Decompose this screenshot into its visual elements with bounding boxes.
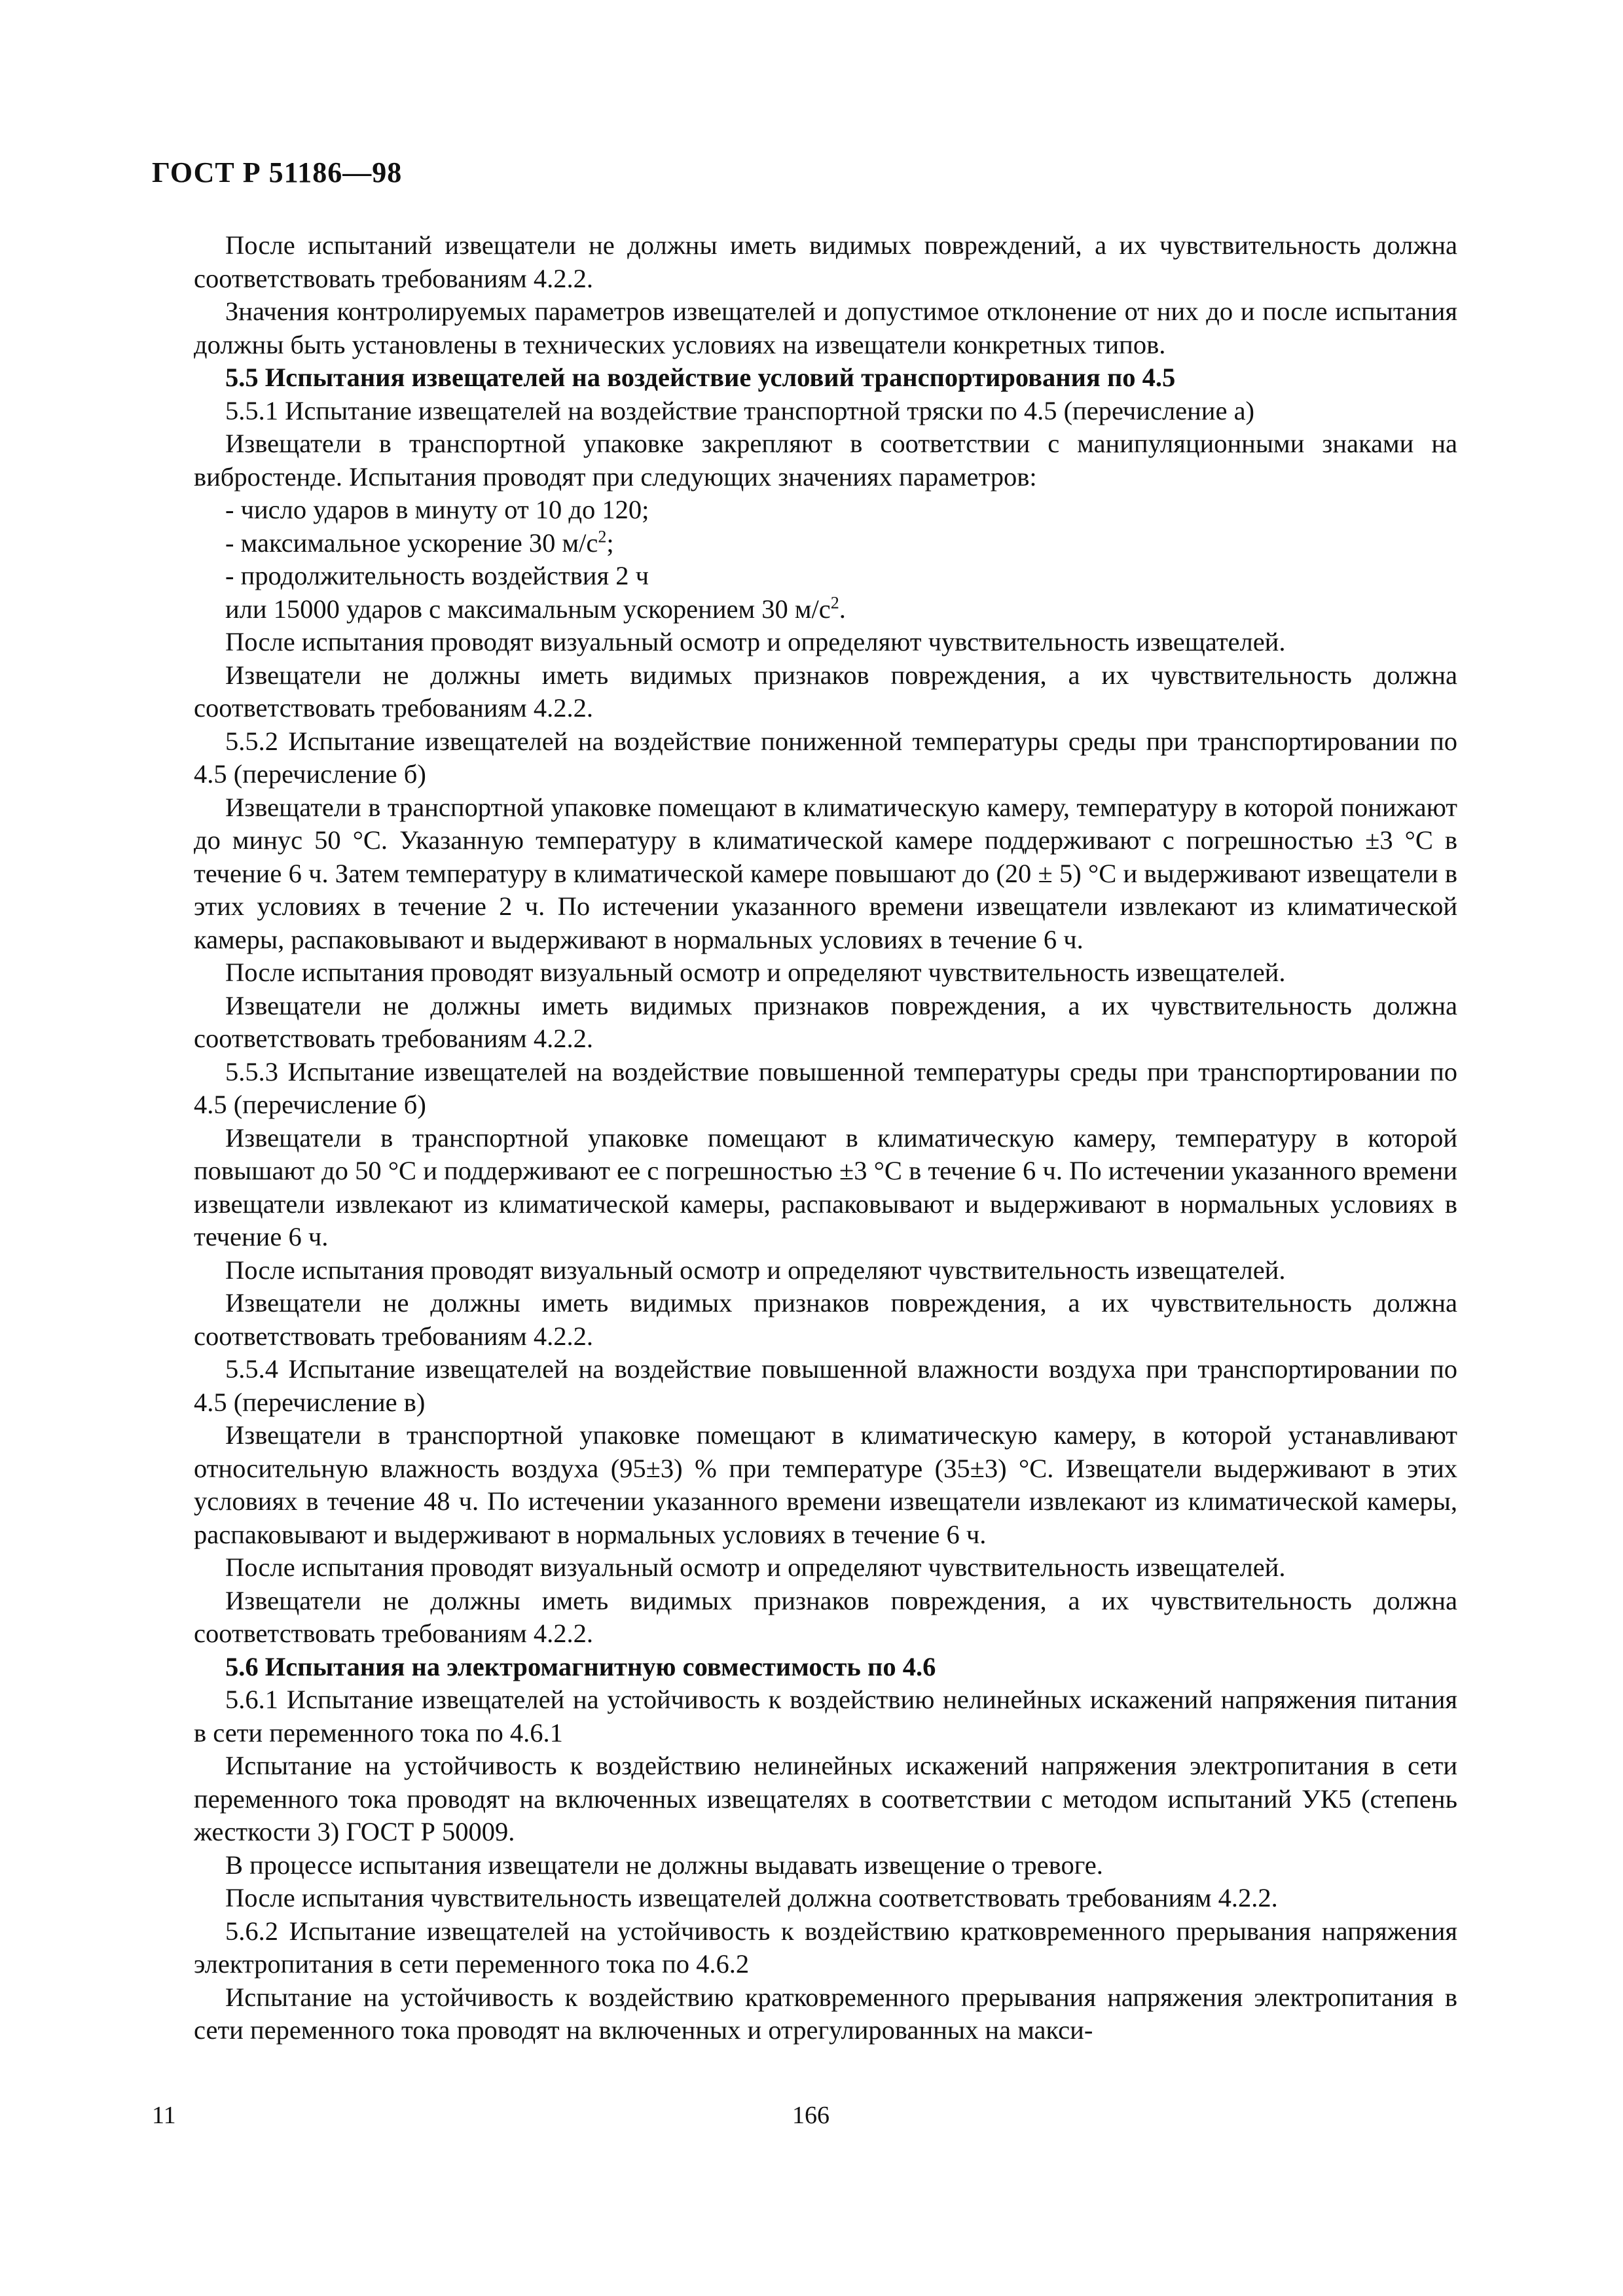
list-item [194, 527, 1457, 560]
page-number: 166 [792, 2102, 830, 2129]
paragraph-text-tail: ; [606, 528, 614, 558]
paragraph: После испытания проводят визуальный осмотр и определяют чувствительность извещателей. [225, 958, 1286, 987]
paragraph: Испытание на устойчивость к воздействию кратковременного прерывания напряжения электропитания в сети переменного тока проводят на включенных и отрегулированных на макси- [194, 1982, 1457, 2045]
paragraph: Извещатели не должны иметь видимых признаков повреждения, а их чувствительность должна соответствовать требованиям 4.2.2. [194, 1585, 1457, 1648]
section-heading: 5.6 Испытания на электромагнитную совместимость по 4.6 [225, 1651, 936, 1681]
paragraph: 5.6.2 Испытание извещателей на устойчивость к воздействию кратковременного прерывания напряжения электропитания в сети переменного тока по 4.6.2 [194, 1916, 1457, 1979]
paragraph: Извещатели не должны иметь видимых признаков повреждения, а их чувствительность должна соответствовать требованиям 4.2.2. [194, 990, 1457, 1053]
footer-left-number: 11 [152, 2102, 176, 2129]
paragraph: В процессе испытания извещатели не должны выдавать извещение о тревоге. [225, 1850, 1103, 1880]
paragraph-text: или 15000 ударов с максимальным ускорением 30 м/с [225, 594, 831, 624]
superscript: 2 [598, 527, 607, 547]
paragraph: Значения контролируемых параметров извещателей и допустимое отклонение от них до и после испытания должны быть установлены в технических условиях на извещатели конкретных типов. [194, 296, 1457, 359]
paragraph: Извещатели не должны иметь видимых признаков повреждения, а их чувствительность должна соответствовать требованиям 4.2.2. [194, 660, 1457, 723]
paragraph: Испытание на устойчивость к воздействию нелинейных искажений напряжения электропитания в сети переменного тока проводят на включенных извещателях в соответствии с методом испытаний УК5 (степень жесткости 3) ГОСТ Р 50009. [194, 1751, 1457, 1846]
list-item: - продолжительность воздействия 2 ч [225, 561, 649, 590]
paragraph-text: - максимальное ускорение 30 м/с [225, 528, 598, 558]
paragraph: После испытания проводят визуальный осмотр и определяют чувствительность извещателей. [225, 1552, 1286, 1582]
paragraph: 5.6.1 Испытание извещателей на устойчивость к воздействию нелинейных искажений напряжения питания в сети переменного тока по 4.6.1 [194, 1685, 1457, 1748]
superscript: 2 [830, 593, 839, 613]
paragraph: 5.5.4 Испытание извещателей на воздействие повышенной влажности воздуха при транспортировании по 4.5 (перечисление в) [194, 1354, 1457, 1417]
document-header: ГОСТ Р 51186—98 [152, 156, 403, 188]
paragraph: 5.5.1 Испытание извещателей на воздействие транспортной тряски по 4.5 (перечисление а) [225, 395, 1255, 425]
paragraph: После испытаний извещатели не должны иметь видимых повреждений, а их чувствительность должна соответствовать требованиям 4.2.2. [194, 230, 1457, 293]
paragraph: Извещатели в транспортной упаковке помещают в климатическую камеру, в которой устанавливают относительную влажность воздуха (95±3) % при температуре (35±3) °С. Извещатели выдерживают в этих условиях в течение 48 ч. По истечении указанного времени извещатели извлекают из климатической камеры, распаковывают и выдерживают в нормальных условиях в течение 6 ч. [194, 1420, 1457, 1549]
document-body [194, 229, 1457, 2047]
paragraph: После испытания проводят визуальный осмотр и определяют чувствительность извещателей. [225, 627, 1286, 656]
paragraph: Извещатели в транспортной упаковке закрепляют в соответствии с манипуляционными знаками на вибростенде. Испытания проводят при следующих значениях параметров: [194, 429, 1457, 492]
list-item: - число ударов в минуту от 10 до 120; [225, 495, 649, 524]
paragraph: 5.5.2 Испытание извещателей на воздействие пониженной температуры среды при транспортировании по 4.5 (перечисление б) [194, 726, 1457, 789]
paragraph: Извещатели в транспортной упаковке помещают в климатическую камеру, температуру в которой понижают до минус 50 °С. Указанную температуру в климатической камере поддерживают с погрешностью ±3 °С в течение 6 ч. Затем температуру в климатической камере повышают до (20 ± 5) °С и выдерживают извещатели в этих условиях в течение 2 ч. По истечении указанного времени извещатели извлекают из климатической камеры, распаковывают и выдерживают в нормальных условиях в течение 6 ч. [194, 792, 1457, 954]
list-item [194, 593, 1457, 626]
section-heading: 5.5 Испытания извещателей на воздействие условий транспортирования по 4.5 [225, 363, 1176, 392]
paragraph: Извещатели не должны иметь видимых признаков повреждения, а их чувствительность должна соответствовать требованиям 4.2.2. [194, 1288, 1457, 1351]
paragraph: После испытания проводят визуальный осмотр и определяют чувствительность извещателей. [225, 1255, 1286, 1285]
paragraph: После испытания чувствительность извещателей должна соответствовать требованиям 4.2.2. [225, 1883, 1278, 1912]
paragraph: Извещатели в транспортной упаковке помещают в климатическую камеру, температуру в которой повышают до 50 °С и поддерживают ее с погрешностью ±3 °С в течение 6 ч. По истечении указанного времени извещатели извлекают из климатической камеры, распаковывают и выдерживают в нормальных условиях в течение 6 ч. [194, 1122, 1457, 1251]
paragraph: 5.5.3 Испытание извещателей на воздействие повышенной температуры среды при транспортировании по 4.5 (перечисление б) [194, 1056, 1457, 1119]
paragraph-text-tail: . [839, 594, 846, 624]
